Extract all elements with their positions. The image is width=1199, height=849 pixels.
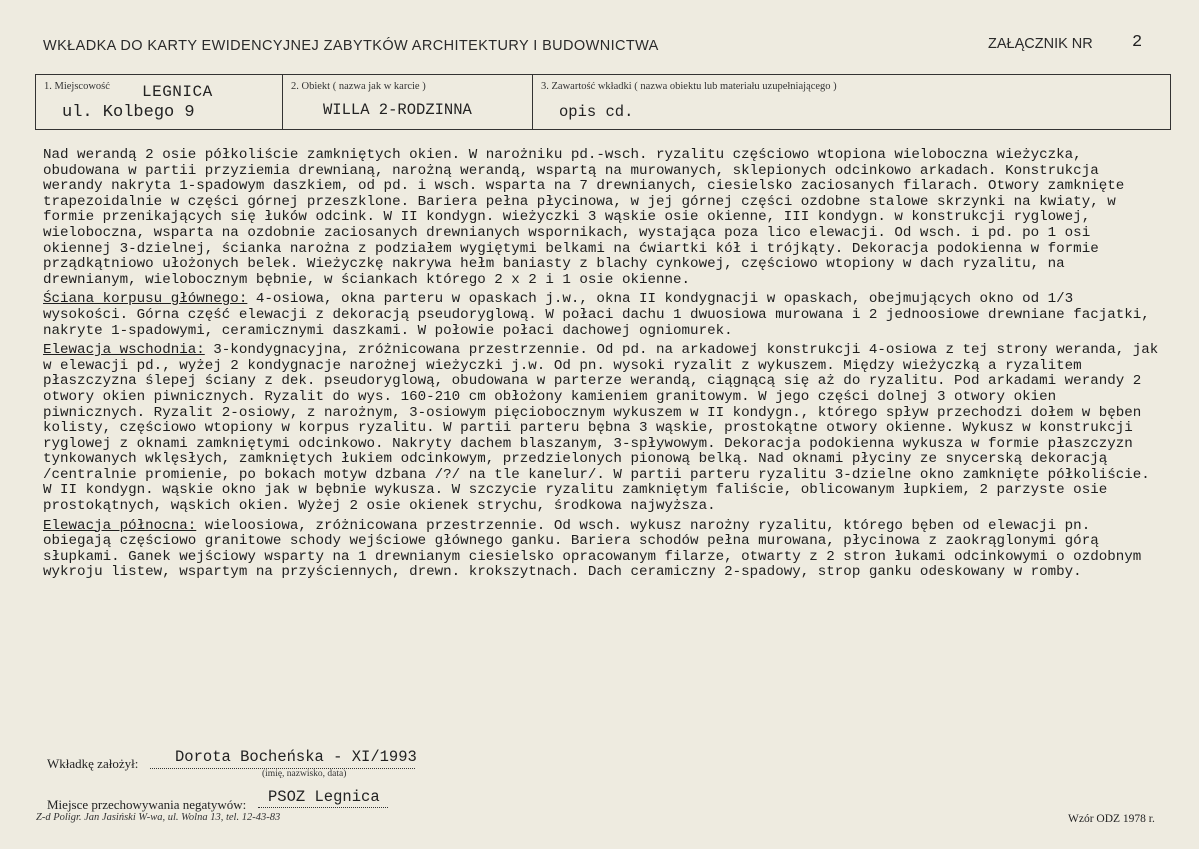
content-label: 3. Zawartość wkładki ( nazwa obiektu lub materiału uzupełniającego ) (541, 81, 837, 92)
paragraph-east-elevation (43, 343, 1163, 515)
section-text-north: wieloosiowa, zróżnicowana przestrzennie. Od wsch. wykusz narożny ryzalitu, którego bęben od elewacji pn. obiegają częściowo granitowe schody wejściowe głównego ganku. Bariera schodów pełna murowana, płycinowa z zaokrąglonymi górą słupkami. Ganek wejściowy wsparty na 1 drewnianym ciesielsko opracowanym filarze, otwarty z 2 stron łukami odcinkowymi o ozdobnym wykroju listew, wspartym na przyściennych, drewn. krokszytnach. Dach ceramiczny 2-spadowy, strop ganku odeskowany w romby. (43, 517, 1142, 581)
printer-imprint: Z-d Poligr. Jan Jasiński W-wa, ul. Wolna 13, tel. 12-43-83 (36, 812, 281, 823)
section-heading-main-wall: Ściana korpusu głównego: (43, 291, 248, 308)
description-body (43, 148, 1163, 585)
storage-label: Miejsce przechowywania negatywów: (47, 797, 247, 812)
locality-street: ul. Kolbego 9 (62, 103, 195, 122)
paragraph-north-elevation (43, 519, 1163, 581)
section-text-east: 3-kondygnacyjna, zróżnicowana przestrzennie. Od pd. na arkadowej konstrukcji 4-osiowa z tej strony weranda, jak w elewacji pd., wyżej 2 kondygnacje narożnej wieżyczki j.w. Od pn. wysoki ryzalit z wykuszem. Między wieżyczką a ryzalitem płaszczyzna ślepej ściany z dek. pseudoryglową, obudowana w parterze werandą, ciągnącą się aż do ryzalitu. Pod arkadami werandy 2 otwory okien piwnicznych. Ryzalit do wys. 160-210 cm obłożony kamieniem granitowym. W jego części dolnej 3 otwory okien piwnicznych. Ryzalit 2-osiowy, z narożnym, 3-osiowym pięciobocznym wykuszem w II kondygn., którego spływ przechodzi dołem w bęben kolisty, częściowo wtopiony w korpus ryzalitu. W partii parteru bębna 3 wąskie, prostokątne otwory okienne. Wykusz w konstrukcji ryglowej z oknami zamkniętymi odcinkowo. Nakryty dachem blaszanym, 3-spływowym. Dekoracja podokienna wykusza w formie płaszczyzn tynkowanych wklęsłych, zamkniętych łukiem odcinkowym, przedzielonych pionową belką. Nad oknami płyciny ze snycerską dekoracją /centralnie promienie, po bokach motyw dzbana /?/ na tle kanelur/. W partii parteru ryzalitu 3-dzielne okno zamknięte półkoliście. W II kondygn. wąskie okno jak w bębnie wykusza. W szczycie ryzalitu zamkniętym faliście, oblicowanym łupkiem, 2 parzyste osie prostokątnych, wąskich okien. Wyżej 2 osie okienek strychu, środkowa najwyższa. (43, 342, 1159, 515)
object-label: 2. Obiekt ( nazwa jak w karcie ) (291, 81, 426, 92)
object-value: WILLA 2-RODZINNA (323, 101, 472, 119)
author-value: Dorota Bocheńska - XI/1993 (175, 748, 417, 766)
annex-number: 2 (1132, 33, 1143, 52)
locality-field (36, 75, 283, 129)
form-model: Wzór ODZ 1978 r. (1068, 813, 1155, 825)
author-label: Wkładkę założył: (47, 756, 139, 771)
locality-city: LEGNICA (142, 83, 213, 101)
storage-dotted-line (258, 807, 388, 808)
annex-label: ZAŁĄCZNIK NR (988, 36, 1093, 52)
locality-label: 1. Miejscowość (44, 81, 110, 92)
section-heading-north: Elewacja północna: (43, 517, 197, 534)
author-sub-label: (imię, nazwisko, data) (262, 769, 347, 779)
content-value: opis cd. (559, 103, 634, 121)
paragraph-main-wall (43, 292, 1163, 339)
storage-value: PSOZ Legnica (268, 788, 380, 806)
object-field (283, 75, 533, 129)
header-fields (35, 74, 1171, 130)
section-text-main-wall: 4-osiowa, okna parteru w opaskach j.w., okna II kondygnacji w opaskach, obejmujących okno od 1/3 wysokości. Górna część elewacji z dekoracją pseudoryglową. W połaci dachu 1 dwuosiowa murowana i 2 jednoosiowe drewniane facjatki, nakryte 1-spadowymi, ceramicznymi daszkami. W połowie połaci dachowej ogniomurek. (43, 291, 1150, 339)
paragraph-porch: Nad werandą 2 osie półkoliście zamkniętych okien. W narożniku pd.-wsch. ryzalitu częściowo wtopiona wieloboczna wieżyczka, obudowana w partii przyziemia drewnianą, narożną werandą, wspartą na murowanych, sklepionych odcinkowo arkadach. Konstrukcja werandy nakryta 1-spadowym daszkiem, od pd. i wsch. wsparta na 7 drewnianych, ciesielsko zaciosanych filarach. Otwory zamknięte trapezoidalnie w części górnej przeszklone. Bariera pełna płycinowa, w jej górnej części ozdobne stalowe skrzynki na kwiaty, w formie przenikających się łuków odcink. W II kondygn. wieżyczki 3 wąskie osie okienne, III kondygn. w konstrukcji ryglowej, wieloboczna, wsparta na ozdobnie zaciosanych drewnianych wspornikach, wystająca poza lico elewacji. Od wsch. i pd. po 1 osi okiennej 3-dzielnej, ścianka narożna z podziałem wygiętymi belkami na ćwiartki kół i trójkąty. Dekoracja podokienna w formie prządkątniowo ułożonych belek. Wieżyczkę nakrywa hełm baniasty z blachy cynkowej, częściowo wtopiony w dach ryzalitu, na drewnianym, wielobocznym bębnie, w ściankach którego 2 x 2 i 1 osie okienne. (43, 147, 1125, 288)
content-field (533, 75, 1170, 129)
card-title: WKŁADKA DO KARTY EWIDENCYJNEJ ZABYTKÓW ARCHITEKTURY I BUDOWNICTWA (43, 38, 659, 54)
section-heading-east: Elewacja wschodnia: (43, 342, 205, 359)
